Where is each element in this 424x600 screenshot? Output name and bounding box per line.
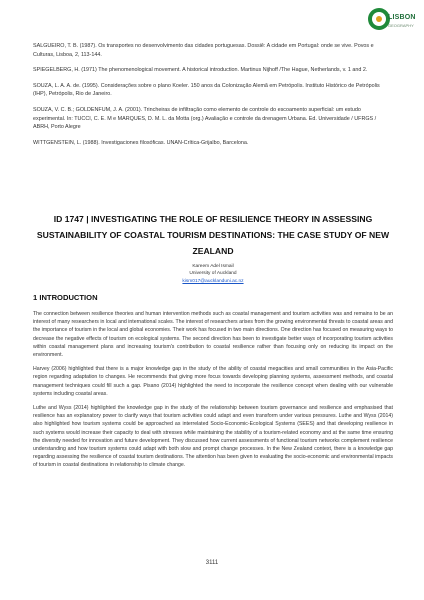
page-number: 3111 <box>205 560 219 566</box>
reference-list <box>33 42 393 154</box>
body-text <box>33 310 393 476</box>
reference-item: SOUZA, L. A. A. de. (1995). Considerações sobre o plano Koeler. 150 anos da Colonização Alemã em Petrópolis. Instituto Histórico de Petrópolis (IHP), Petrópolis, Rio de Janeiro. <box>33 82 380 98</box>
author-block <box>33 263 393 285</box>
paragraph: Luthe and Wyss (2014) highlighted the knowledge gap in the study of the relationship between tourism governance and resilience and emphasised that resilience has an explanatory power to clarify ways that tourism activities could adapt and even transform under various pressures. Luthe and Wyss (2014) also highlighted how tourism systems could be approached as interrelated Socio-Economic-Ecological Systems (SEES) and that developing resilience in such systems would increase their capacity to deal with stresses while maintaining the stability of a tourism-related economy and at the same time ensuring the diversity needed for innovation and future development. They discussed how current assessments of functional tourism networks complement resilience understanding and how tourism systems could adapt with both slow and prompt change processes. In the New Zealand context, there is a knowledge gap regarding assessing the resilience of coastal tourism destinations. The attention has been given to evaluating the socio-economic and environmental impacts of tourism in coastal destinations in relationship to climate change. <box>33 405 393 469</box>
paper-title: ID 1747 | INVESTIGATING THE ROLE OF RESILIENCE THEORY IN ASSESSING SUSTAINABILITY OF COASTAL TOURISM DESTINATIONS: THE CASE STUDY OF NEW ZEALAND <box>36 214 390 256</box>
paragraph: Harvey (2006) highlighted that there is a major knowledge gap in the study of the ability of coastal megacities and small communities in the Asia-Pacific region regarding adaptation to changes. He recommends that giving more focus towards developing planning systems, assessment methods, and coastal management techniques could fill such a gap. Pisano (2014) highlighted the need to incorporate the resilience concept when dealing with our vulnerable systems including coastal areas. <box>33 366 393 397</box>
logo-text: LISBON <box>388 14 416 21</box>
reference-item: SOUZA, V. C. B.; GOLDENFUM, J. A. (2001). Trincheiras de infiltração como elemento de controle do escoamento superficial: um estudo experimental. In: TUCCI, C. E. M e MARQUES, D. M. L. da Motta (org.) Avaliação e controle da drenagem Urbana. Ed. Universidade / UFRGS / ABRH, Porto Alegre <box>33 106 377 131</box>
conference-logo <box>368 8 416 34</box>
logo-globe-icon <box>368 8 390 30</box>
section-heading: 1 INTRODUCTION <box>33 293 98 302</box>
paragraph: The connection between resilience theories and human intervention methods such as coastal management and tourism activities was and remains to be an interest of many researchers in local and international scales. The interest of researchers arises from the growing environmental threats to coastal areas and the importance of tourism in the local and global economies. Their work has focused in two main directions. One direction has focused on measuring ways to decrease the negative effects of tourism on ecological systems. The second direction has been to investigate better ways of incorporating tourism activities within coastal management plans and increasing tourism's contribution to coastal resilience rather than focusing only on reducing its impact on the environment. <box>33 311 393 359</box>
author-affiliation: University of Auckland <box>189 271 237 277</box>
reference-item: SPIEGELBERG, H. (1971) The phenomenological movement. A historical introduction. Martinus Nijhoff /The Hague, Netherlands, v. 1 and 2. <box>33 67 368 74</box>
reference-item: SALGUEIRO, T. B. (1987). Os transportes no desenvolvimento das cidades portuguesas. Dossiê: A cidade em Portugal: onde se vive. Povos e Culturas, Lisboa, 2, 113-144. <box>33 43 374 58</box>
author-name: Kareem Adel Ismail <box>192 264 234 269</box>
logo-subtext: GEOGRAPHY <box>388 23 414 28</box>
author-email-link[interactable]: kism017@aucklanduni.ac.nz <box>182 278 244 284</box>
reference-item: WITTGENSTEIN, L. (1988). Investigaciones filosóficas. UNAN-Crítica-Grijalbo, Barcelona. <box>33 139 249 146</box>
